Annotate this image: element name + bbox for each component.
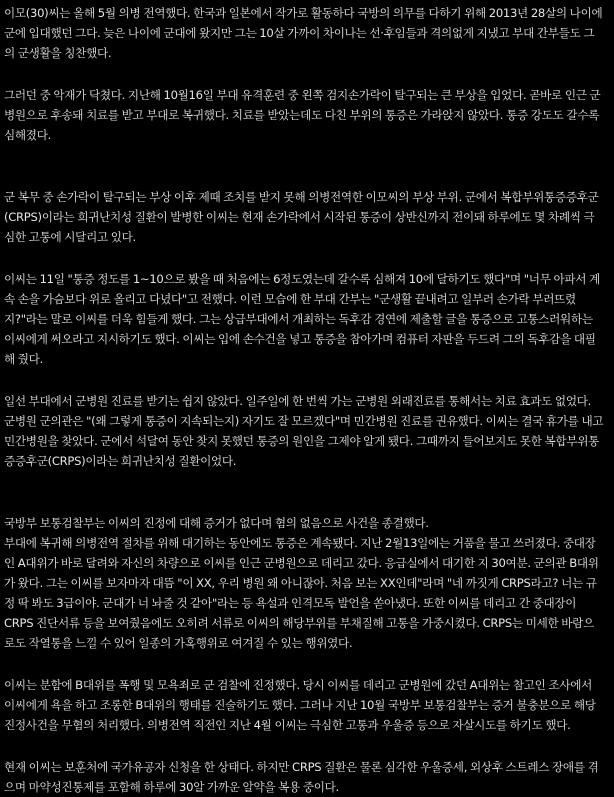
paragraph-line: 군병원 군의관은 "(왜 그렇게 통증이 지속되는지) 자기도 잘 모르겠다"며 민간병원 진료를 권유했다. 이씨는 결국 휴가를 내고 <box>4 414 604 428</box>
paragraph-photo-caption <box>4 187 610 247</box>
paragraph-line: 그러던 중 악재가 닥쳤다. 지난해 10월16일 부대 유격훈련 중 왼쪽 검지손가락이 탈구되는 큰 부상을 입었다. 곧바로 인근 군 <box>4 88 601 102</box>
paragraph-line: 국방부 보통검찰부는 이씨의 진정에 대해 증거가 없다며 혐의 없음으로 사건을 종결했다. <box>4 516 429 530</box>
paragraph-line: 현재 이씨는 보훈처에 국가유공자 신청을 한 상태다. 하지만 CRPS 질환은 물론 심각한 우울증세, 외상후 스트레스 장애를 겪 <box>4 760 599 774</box>
paragraph-line: 심해졌다. <box>4 128 51 142</box>
paragraph-spacer <box>4 247 610 269</box>
article-body <box>4 3 610 797</box>
paragraph-spacer <box>4 653 610 675</box>
paragraph-line: 속 손을 가슴보다 위로 올리고 다녔다"고 전했다. 이런 모습에 한 부대 간부는 "군생활 끝내려고 일부러 손가락 부러뜨렸 <box>4 292 576 306</box>
paragraph-line: 으며 마약성진통제를 포함해 하루에 30알 가까운 알약을 복용 중이다. <box>4 780 339 794</box>
paragraph-line: CRPS 진단서류 등을 보여줬음에도 오히려 서류로 이씨의 해당부위를 부채질해 고통을 가중시켰다. CRPS는 미세한 바람으 <box>4 616 594 630</box>
paragraph-line: 지?"라는 말로 이씨를 더욱 힘들게 했다. 그는 상급부대에서 개최하는 독후감 경연에 제출할 글을 통증으로 고통스러워하는 <box>4 312 593 326</box>
paragraph-spacer <box>4 369 610 391</box>
paragraph-complaint <box>4 675 610 735</box>
paragraph-line: 증증후군(CRPS)이라는 희귀난치성 질환이었다. <box>4 454 237 468</box>
paragraph-injury <box>4 85 610 145</box>
photo-caption-spacer <box>4 471 610 513</box>
paragraph-line: 이모(30)씨는 올해 5월 의병 전역했다. 한국과 일본에서 작가로 활동하다 국방의 의무를 다하기 위해 2013년 28살의 나이에 <box>4 6 603 20</box>
paragraph-line: 군 복무 중 손가락이 탈구되는 부상 이후 제때 조치를 받지 못해 의병전역한 이모씨의 부상 부위. 군에서 복합부위통증증후군 <box>4 190 599 204</box>
paragraph-line: 병원으로 후송돼 치료를 받고 부대로 복귀했다. 치료를 받았는데도 다친 부위의 통증은 가라앉지 않았다. 통증 강도도 갈수록 <box>4 108 600 122</box>
paragraph-line: 심한 고통에 시달리고 있다. <box>4 230 136 244</box>
paragraph-line: 이씨에게 욕을 하고 조롱한 B대위의 행태를 진술하기도 했다. 그러나 지난 10월 국방부 보통검찰부는 증거 불충분으로 해당 <box>4 698 596 712</box>
paragraph-line: 가 왔다. 그는 이씨를 보자마자 대뜸 "이 XX, 우리 병원 왜 아니잖아. 처음 보는 XX인데"라며 "네 까짓게 CRPS라고? 너는 규 <box>4 576 597 590</box>
paragraph-pain-account <box>4 269 610 369</box>
paragraph-line: 해 줬다. <box>4 352 43 366</box>
paragraph-current-status <box>4 757 610 797</box>
paragraph-line: 민간병원을 찾았다. 군에서 석달여 동안 찾지 못했던 통증의 원인을 그제야 알게 됐다. 그때까지 들어보지도 못한 복합부위통 <box>4 434 600 448</box>
paragraph-line: 군에 입대했던 그다. 늦은 나이에 군대에 왔지만 그는 10살 가까이 차이나는 선·후임들과 격의없게 지냈고 부대 간부들도 그 <box>4 26 595 40</box>
paragraph-line: 인 A대위가 바로 달려와 자신의 차량으로 이씨를 인근 군병원으로 데리고 갔다. 응급실에서 대기한 지 30여분. 군의관 B대위 <box>4 556 599 570</box>
paragraph-line: 부대에 복귀해 의병전역 절차를 위해 대기하는 동안에도 통증은 계속됐다. 지난 2월13일에는 거품을 물고 쓰러졌다. 중대장 <box>4 536 596 550</box>
paragraph-hospital-incident <box>4 513 610 653</box>
photo-caption-spacer <box>4 145 610 187</box>
paragraph-spacer <box>4 63 610 85</box>
paragraph-line: 진정사건을 무혐의 처리했다. 의병전역 직전인 지난 4월 이씨는 극심한 고통과 우울증 등으로 자살시도를 하기도 했다. <box>4 718 571 732</box>
paragraph-line: 이씨에게 써오라고 지시하기도 했다. 이씨는 입에 손수건을 넣고 통증을 참아가며 컴퓨터 자판을 두드려 그의 독후감을 대필 <box>4 332 596 346</box>
paragraph-diagnosis <box>4 391 610 471</box>
paragraph-line: 일선 부대에서 군병원 진료를 받기는 쉽지 않았다. 일주일에 한 번씩 가는 군병원 외래진료를 통해서는 치료 효과도 없었다. <box>4 394 592 408</box>
paragraph-line: 로도 작열통을 느낄 수 있어 일종의 가혹행위로 여겨질 수 있는 행위였다. <box>4 636 353 650</box>
paragraph-line: 의 군생활을 칭찬했다. <box>4 46 112 60</box>
paragraph-line: (CRPS)이라는 희귀난치성 질환이 발병한 이씨는 현재 손가락에서 시작된 통증이 상반신까지 전이돼 하루에도 몇 차례씩 극 <box>4 210 595 224</box>
paragraph-line: 이씨는 분함에 B대위를 폭행 및 모욕죄로 군 검찰에 진정했다. 당시 이씨를 데리고 군병원에 갔던 A대위는 참고인 조사에서 <box>4 678 593 692</box>
paragraph-line: 이씨는 11일 "통증 정도를 1∼10으로 봤을 때 처음에는 6정도였는데 갈수록 심해져 10에 달하기도 했다"며 "너무 아파서 계 <box>4 272 600 286</box>
paragraph-enlistment <box>4 3 610 63</box>
paragraph-spacer <box>4 735 610 757</box>
paragraph-line: 정 딱 봐도 3급이야. 군대가 너 놔줄 것 같아"라는 등 욕설과 인격모독 발언을 쏟아냈다. 또한 이씨를 데리고 간 중대장이 <box>4 596 577 610</box>
